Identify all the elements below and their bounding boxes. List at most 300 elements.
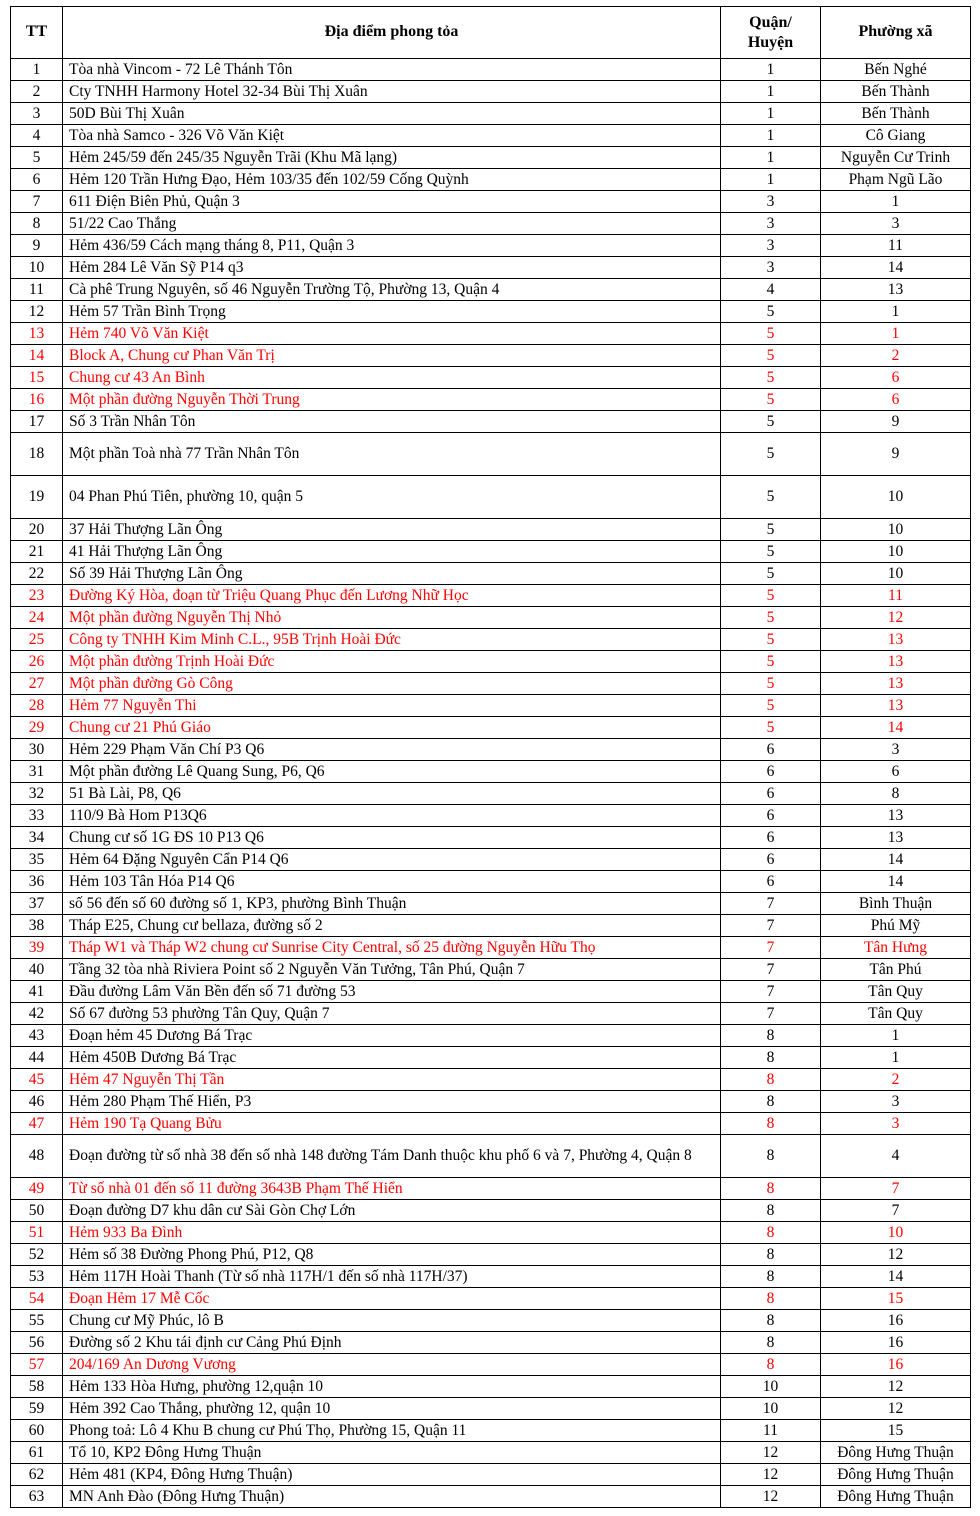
- cell-ward: 16: [821, 1332, 971, 1354]
- cell-tt: 17: [11, 411, 63, 433]
- table-row: [11, 1266, 971, 1288]
- cell-tt: 7: [11, 191, 63, 213]
- column-header-place: Địa điểm phong tỏa: [63, 7, 721, 59]
- cell-place: Số 3 Trần Nhân Tôn: [63, 411, 721, 433]
- cell-tt: 50: [11, 1200, 63, 1222]
- cell-ward: 3: [821, 213, 971, 235]
- table-row: [11, 981, 971, 1003]
- cell-district: 12: [721, 1442, 821, 1464]
- cell-place: Đoạn Hẻm 17 Mễ Cốc: [63, 1288, 721, 1310]
- cell-ward: 16: [821, 1354, 971, 1376]
- cell-district: 5: [721, 651, 821, 673]
- cell-place: Hẻm 740 Võ Văn Kiệt: [63, 323, 721, 345]
- cell-place: 110/9 Bà Hom P13Q6: [63, 805, 721, 827]
- table-row: [11, 541, 971, 563]
- cell-ward: 10: [821, 1222, 971, 1244]
- cell-district: 8: [721, 1310, 821, 1332]
- table-row: [11, 1047, 971, 1069]
- table-row: [11, 651, 971, 673]
- column-header-district: [721, 7, 821, 59]
- cell-place: Hẻm 450B Dương Bá Trạc: [63, 1047, 721, 1069]
- table-row: [11, 367, 971, 389]
- column-header-tt: TT: [11, 7, 63, 59]
- cell-ward: 8: [821, 783, 971, 805]
- cell-place: Hẻm 77 Nguyễn Thi: [63, 695, 721, 717]
- cell-tt: 51: [11, 1222, 63, 1244]
- cell-ward: 6: [821, 761, 971, 783]
- cell-district: 7: [721, 915, 821, 937]
- cell-tt: 3: [11, 103, 63, 125]
- cell-place: Đường số 2 Khu tái định cư Cảng Phú Định: [63, 1332, 721, 1354]
- cell-tt: 47: [11, 1113, 63, 1135]
- cell-tt: 18: [11, 433, 63, 476]
- table-row: [11, 519, 971, 541]
- cell-district: 8: [721, 1244, 821, 1266]
- cell-place: Một phần đường Trịnh Hoài Đức: [63, 651, 721, 673]
- cell-tt: 48: [11, 1135, 63, 1178]
- table-row: [11, 103, 971, 125]
- cell-district: 6: [721, 849, 821, 871]
- cell-place: Từ số nhà 01 đến số 11 đường 3643B Phạm Thế Hiển: [63, 1178, 721, 1200]
- table-row: [11, 1135, 971, 1178]
- cell-place: Đoạn đường từ số nhà 38 đến số nhà 148 đường Tám Danh thuộc khu phố 6 và 7, Phường 4, Quận 8: [63, 1135, 721, 1178]
- cell-place: Chung cư 21 Phú Giáo: [63, 717, 721, 739]
- cell-place: Số 67 đường 53 phường Tân Quy, Quận 7: [63, 1003, 721, 1025]
- cell-place: 204/169 An Dương Vương: [63, 1354, 721, 1376]
- cell-tt: 34: [11, 827, 63, 849]
- cell-ward: 13: [821, 805, 971, 827]
- cell-ward: Nguyễn Cư Trinh: [821, 147, 971, 169]
- cell-ward: 2: [821, 345, 971, 367]
- cell-ward: 12: [821, 607, 971, 629]
- cell-tt: 33: [11, 805, 63, 827]
- cell-place: Hẻm 103 Tân Hóa P14 Q6: [63, 871, 721, 893]
- table-row: [11, 1376, 971, 1398]
- cell-place: Cty TNHH Harmony Hotel 32-34 Bùi Thị Xuân: [63, 81, 721, 103]
- cell-tt: 22: [11, 563, 63, 585]
- cell-district: 3: [721, 191, 821, 213]
- cell-ward: 7: [821, 1178, 971, 1200]
- cell-place: Tháp E25, Chung cư bellaza, đường số 2: [63, 915, 721, 937]
- table-row: [11, 1244, 971, 1266]
- cell-place: Một phần đường Nguyễn Thời Trung: [63, 389, 721, 411]
- cell-district: 5: [721, 629, 821, 651]
- cell-ward: 13: [821, 279, 971, 301]
- cell-place: Chung cư số 1G ĐS 10 P13 Q6: [63, 827, 721, 849]
- cell-tt: 12: [11, 301, 63, 323]
- table-row: [11, 1398, 971, 1420]
- cell-place: Hẻm 120 Trần Hưng Đạo, Hẻm 103/35 đến 102/59 Cống Quỳnh: [63, 169, 721, 191]
- table-row: [11, 893, 971, 915]
- cell-place: Hẻm 64 Đặng Nguyên Cẩn P14 Q6: [63, 849, 721, 871]
- cell-ward: Bến Thành: [821, 81, 971, 103]
- cell-ward: 16: [821, 1310, 971, 1332]
- cell-district: 3: [721, 213, 821, 235]
- table-row: [11, 695, 971, 717]
- cell-district: 6: [721, 783, 821, 805]
- cell-district: 11: [721, 1420, 821, 1442]
- cell-place: Đoạn đường D7 khu dân cư Sài Gòn Chợ Lớn: [63, 1200, 721, 1222]
- cell-district: 3: [721, 235, 821, 257]
- table-row: [11, 1354, 971, 1376]
- cell-district: 5: [721, 563, 821, 585]
- table-row: [11, 1003, 971, 1025]
- cell-place: 51 Bà Lài, P8, Q6: [63, 783, 721, 805]
- table-row: [11, 1178, 971, 1200]
- cell-ward: 10: [821, 563, 971, 585]
- cell-tt: 54: [11, 1288, 63, 1310]
- cell-tt: 19: [11, 476, 63, 519]
- table-row: [11, 871, 971, 893]
- cell-district: 1: [721, 147, 821, 169]
- cell-place: Phong toả: Lô 4 Khu B chung cư Phú Thọ, Phường 15, Quận 11: [63, 1420, 721, 1442]
- cell-ward: 3: [821, 739, 971, 761]
- cell-tt: 36: [11, 871, 63, 893]
- table-row: [11, 717, 971, 739]
- cell-district: 5: [721, 433, 821, 476]
- cell-tt: 56: [11, 1332, 63, 1354]
- cell-district: 7: [721, 1003, 821, 1025]
- cell-ward: 3: [821, 1113, 971, 1135]
- cell-place: Một phần đường Gò Công: [63, 673, 721, 695]
- cell-district: 6: [721, 871, 821, 893]
- cell-place: Hẻm 117H Hoài Thanh (Từ số nhà 117H/1 đến số nhà 117H/37): [63, 1266, 721, 1288]
- cell-place: Hẻm 47 Nguyễn Thị Tần: [63, 1069, 721, 1091]
- cell-tt: 14: [11, 345, 63, 367]
- cell-tt: 16: [11, 389, 63, 411]
- cell-tt: 9: [11, 235, 63, 257]
- cell-district: 7: [721, 959, 821, 981]
- table-row: [11, 235, 971, 257]
- lockdown-locations-table: [10, 6, 971, 1508]
- cell-district: 12: [721, 1464, 821, 1486]
- cell-district: 8: [721, 1332, 821, 1354]
- cell-place: Đầu đường Lâm Văn Bền đến số 71 đường 53: [63, 981, 721, 1003]
- cell-tt: 37: [11, 893, 63, 915]
- cell-ward: Tân Hưng: [821, 937, 971, 959]
- cell-tt: 61: [11, 1442, 63, 1464]
- cell-tt: 59: [11, 1398, 63, 1420]
- cell-district: 1: [721, 81, 821, 103]
- cell-ward: 9: [821, 433, 971, 476]
- cell-ward: 7: [821, 1200, 971, 1222]
- column-header-district-line1: Quận/: [749, 14, 792, 31]
- table-row: [11, 147, 971, 169]
- cell-district: 6: [721, 761, 821, 783]
- table-row: [11, 1486, 971, 1508]
- cell-district: 8: [721, 1200, 821, 1222]
- cell-ward: 1: [821, 191, 971, 213]
- cell-tt: 42: [11, 1003, 63, 1025]
- column-header-ward: Phường xã: [821, 7, 971, 59]
- table-row: [11, 389, 971, 411]
- cell-tt: 24: [11, 607, 63, 629]
- cell-district: 5: [721, 673, 821, 695]
- cell-ward: Đông Hưng Thuận: [821, 1464, 971, 1486]
- table-row: [11, 1464, 971, 1486]
- table-row: [11, 59, 971, 81]
- table-row: [11, 81, 971, 103]
- cell-ward: 10: [821, 541, 971, 563]
- cell-tt: 40: [11, 959, 63, 981]
- cell-tt: 52: [11, 1244, 63, 1266]
- cell-district: 8: [721, 1113, 821, 1135]
- cell-ward: Bến Nghé: [821, 59, 971, 81]
- table-row: [11, 279, 971, 301]
- cell-tt: 21: [11, 541, 63, 563]
- cell-place: Hẻm 284 Lê Văn Sỹ P14 q3: [63, 257, 721, 279]
- cell-ward: Phú Mỹ: [821, 915, 971, 937]
- table-row: [11, 827, 971, 849]
- cell-district: 10: [721, 1398, 821, 1420]
- cell-tt: 45: [11, 1069, 63, 1091]
- cell-district: 3: [721, 257, 821, 279]
- table-row: [11, 1222, 971, 1244]
- table-row: [11, 915, 971, 937]
- cell-place: Chung cư Mỹ Phúc, lô B: [63, 1310, 721, 1332]
- cell-tt: 41: [11, 981, 63, 1003]
- cell-tt: 53: [11, 1266, 63, 1288]
- cell-tt: 29: [11, 717, 63, 739]
- cell-tt: 26: [11, 651, 63, 673]
- cell-place: Hẻm 229 Phạm Văn Chí P3 Q6: [63, 739, 721, 761]
- cell-district: 5: [721, 367, 821, 389]
- table-row: [11, 213, 971, 235]
- cell-place: Tầng 32 tòa nhà Riviera Point số 2 Nguyễn Văn Tưởng, Tân Phú, Quận 7: [63, 959, 721, 981]
- table-row: [11, 1420, 971, 1442]
- cell-district: 6: [721, 805, 821, 827]
- cell-tt: 15: [11, 367, 63, 389]
- cell-tt: 38: [11, 915, 63, 937]
- cell-place: Số 39 Hải Thượng Lãn Ông: [63, 563, 721, 585]
- cell-district: 5: [721, 607, 821, 629]
- table-row: [11, 1025, 971, 1047]
- cell-place: MN Anh Đào (Đông Hưng Thuận): [63, 1486, 721, 1508]
- cell-place: Tháp W1 và Tháp W2 chung cư Sunrise City Central, số 25 đường Nguyễn Hữu Thọ: [63, 937, 721, 959]
- cell-place: số 56 đến số 60 đường số 1, KP3, phường Bình Thuận: [63, 893, 721, 915]
- cell-ward: 3: [821, 1091, 971, 1113]
- table-row: [11, 563, 971, 585]
- cell-ward: 12: [821, 1376, 971, 1398]
- cell-place: Hẻm 190 Tạ Quang Bửu: [63, 1113, 721, 1135]
- cell-ward: Cô Giang: [821, 125, 971, 147]
- cell-place: Đoạn hẻm 45 Dương Bá Trạc: [63, 1025, 721, 1047]
- table-row: [11, 1200, 971, 1222]
- cell-ward: 9: [821, 411, 971, 433]
- cell-place: Hẻm 133 Hòa Hưng, phường 12,quận 10: [63, 1376, 721, 1398]
- cell-ward: 13: [821, 827, 971, 849]
- cell-district: 8: [721, 1222, 821, 1244]
- table-row: [11, 476, 971, 519]
- table-row: [11, 169, 971, 191]
- table-row: [11, 959, 971, 981]
- cell-district: 1: [721, 59, 821, 81]
- cell-tt: 1: [11, 59, 63, 81]
- cell-district: 8: [721, 1288, 821, 1310]
- cell-tt: 27: [11, 673, 63, 695]
- cell-district: 8: [721, 1354, 821, 1376]
- cell-district: 5: [721, 585, 821, 607]
- cell-place: Cà phê Trung Nguyên, số 46 Nguyễn Trường Tộ, Phường 13, Quận 4: [63, 279, 721, 301]
- table-row: [11, 433, 971, 476]
- cell-district: 5: [721, 541, 821, 563]
- table-header-row: [11, 7, 971, 59]
- cell-tt: 35: [11, 849, 63, 871]
- cell-district: 5: [721, 411, 821, 433]
- cell-ward: 1: [821, 1047, 971, 1069]
- table-row: [11, 1288, 971, 1310]
- cell-district: 5: [721, 389, 821, 411]
- cell-district: 8: [721, 1025, 821, 1047]
- cell-tt: 28: [11, 695, 63, 717]
- cell-ward: 15: [821, 1288, 971, 1310]
- cell-ward: 12: [821, 1244, 971, 1266]
- cell-ward: Phạm Ngũ Lão: [821, 169, 971, 191]
- cell-place: Hẻm 481 (KP4, Đông Hưng Thuận): [63, 1464, 721, 1486]
- cell-district: 4: [721, 279, 821, 301]
- cell-tt: 6: [11, 169, 63, 191]
- cell-tt: 30: [11, 739, 63, 761]
- cell-tt: 58: [11, 1376, 63, 1398]
- cell-district: 8: [721, 1091, 821, 1113]
- cell-ward: 14: [821, 871, 971, 893]
- cell-tt: 43: [11, 1025, 63, 1047]
- cell-place: Block A, Chung cư Phan Văn Trị: [63, 345, 721, 367]
- cell-place: Một phần đường Lê Quang Sung, P6, Q6: [63, 761, 721, 783]
- cell-ward: 4: [821, 1135, 971, 1178]
- cell-tt: 4: [11, 125, 63, 147]
- cell-ward: 12: [821, 1398, 971, 1420]
- table-row: [11, 629, 971, 651]
- cell-district: 5: [721, 717, 821, 739]
- table-row: [11, 607, 971, 629]
- cell-ward: Bến Thành: [821, 103, 971, 125]
- cell-place: Hẻm 280 Phạm Thế Hiển, P3: [63, 1091, 721, 1113]
- cell-district: 1: [721, 103, 821, 125]
- cell-district: 5: [721, 301, 821, 323]
- cell-ward: 1: [821, 301, 971, 323]
- cell-ward: 10: [821, 476, 971, 519]
- cell-district: 7: [721, 893, 821, 915]
- table-row: [11, 739, 971, 761]
- table-row: [11, 191, 971, 213]
- cell-tt: 20: [11, 519, 63, 541]
- cell-tt: 5: [11, 147, 63, 169]
- cell-ward: Tân Quy: [821, 1003, 971, 1025]
- cell-ward: Tân Quy: [821, 981, 971, 1003]
- cell-district: 1: [721, 125, 821, 147]
- cell-place: 50D Bùi Thị Xuân: [63, 103, 721, 125]
- cell-district: 12: [721, 1486, 821, 1508]
- table-row: [11, 125, 971, 147]
- cell-tt: 23: [11, 585, 63, 607]
- cell-district: 5: [721, 345, 821, 367]
- table-row: [11, 783, 971, 805]
- cell-ward: 1: [821, 1025, 971, 1047]
- table-row: [11, 411, 971, 433]
- cell-tt: 11: [11, 279, 63, 301]
- table-row: [11, 805, 971, 827]
- cell-district: 5: [721, 695, 821, 717]
- table-row: [11, 673, 971, 695]
- cell-tt: 10: [11, 257, 63, 279]
- cell-district: 10: [721, 1376, 821, 1398]
- table-row: [11, 1332, 971, 1354]
- cell-ward: Bình Thuận: [821, 893, 971, 915]
- cell-district: 1: [721, 169, 821, 191]
- cell-ward: 11: [821, 235, 971, 257]
- table-row: [11, 257, 971, 279]
- cell-ward: 13: [821, 695, 971, 717]
- cell-district: 8: [721, 1266, 821, 1288]
- cell-district: 8: [721, 1069, 821, 1091]
- cell-place: Hẻm số 38 Đường Phong Phú, P12, Q8: [63, 1244, 721, 1266]
- cell-tt: 60: [11, 1420, 63, 1442]
- cell-tt: 44: [11, 1047, 63, 1069]
- cell-ward: 14: [821, 849, 971, 871]
- cell-place: 41 Hải Thượng Lãn Ông: [63, 541, 721, 563]
- cell-place: Một phần Toà nhà 77 Trần Nhân Tôn: [63, 433, 721, 476]
- cell-place: Tòa nhà Vincom - 72 Lê Thánh Tôn: [63, 59, 721, 81]
- cell-place: Hẻm 392 Cao Thắng, phường 12, quận 10: [63, 1398, 721, 1420]
- cell-tt: 49: [11, 1178, 63, 1200]
- cell-district: 8: [721, 1135, 821, 1178]
- table-row: [11, 323, 971, 345]
- cell-ward: 10: [821, 519, 971, 541]
- cell-ward: 2: [821, 1069, 971, 1091]
- cell-place: Hẻm 436/59 Cách mạng tháng 8, P11, Quận 3: [63, 235, 721, 257]
- cell-ward: 11: [821, 585, 971, 607]
- table-row: [11, 301, 971, 323]
- table-row: [11, 1069, 971, 1091]
- cell-tt: 25: [11, 629, 63, 651]
- cell-ward: Tân Phú: [821, 959, 971, 981]
- cell-place: Công ty TNHH Kim Minh C.L., 95B Trịnh Hoài Đức: [63, 629, 721, 651]
- cell-district: 7: [721, 981, 821, 1003]
- table-row: [11, 761, 971, 783]
- cell-place: Đường Ký Hòa, đoạn từ Triệu Quang Phục đến Lương Nhữ Học: [63, 585, 721, 607]
- cell-district: 5: [721, 519, 821, 541]
- cell-tt: 55: [11, 1310, 63, 1332]
- cell-district: 6: [721, 827, 821, 849]
- cell-tt: 2: [11, 81, 63, 103]
- table-row: [11, 849, 971, 871]
- cell-place: Tòa nhà Samco - 326 Võ Văn Kiệt: [63, 125, 721, 147]
- cell-place: Hẻm 57 Trần Bình Trọng: [63, 301, 721, 323]
- cell-ward: 14: [821, 257, 971, 279]
- cell-tt: 57: [11, 1354, 63, 1376]
- cell-tt: 8: [11, 213, 63, 235]
- cell-ward: Đông Hưng Thuận: [821, 1486, 971, 1508]
- cell-district: 5: [721, 323, 821, 345]
- cell-place: 611 Điện Biên Phủ, Quận 3: [63, 191, 721, 213]
- cell-place: Một phần đường Nguyễn Thị Nhỏ: [63, 607, 721, 629]
- cell-place: Hẻm 245/59 đến 245/35 Nguyễn Trãi (Khu Mã lạng): [63, 147, 721, 169]
- cell-ward: 13: [821, 629, 971, 651]
- cell-place: Chung cư 43 An Bình: [63, 367, 721, 389]
- cell-district: 7: [721, 937, 821, 959]
- table-row: [11, 1091, 971, 1113]
- cell-place: Hẻm 933 Ba Đình: [63, 1222, 721, 1244]
- cell-ward: 14: [821, 717, 971, 739]
- cell-district: 8: [721, 1047, 821, 1069]
- table-row: [11, 1310, 971, 1332]
- cell-ward: Đông Hưng Thuận: [821, 1442, 971, 1464]
- cell-tt: 63: [11, 1486, 63, 1508]
- cell-tt: 62: [11, 1464, 63, 1486]
- cell-ward: 6: [821, 389, 971, 411]
- cell-tt: 31: [11, 761, 63, 783]
